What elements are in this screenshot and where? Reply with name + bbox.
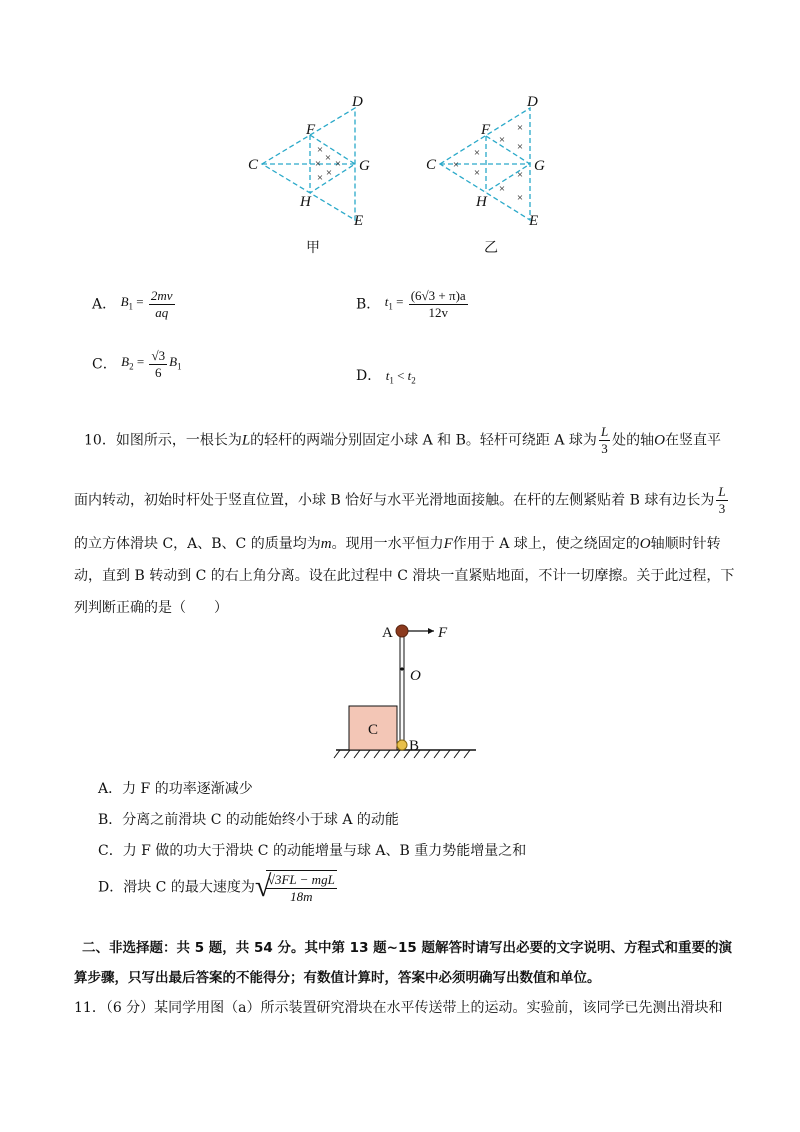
cross-mark: × — [516, 192, 524, 204]
q10-line-5: 列判断正确的是（ ） — [74, 600, 228, 616]
label-d-left: D — [352, 94, 363, 110]
cross-mark: × — [452, 159, 460, 171]
q9-option-a — [92, 288, 177, 321]
q10-option-c: C．力 F 做的功大于滑块 C 的动能增量与球 A、B 重力势能增量之和 — [98, 843, 527, 859]
math-fraction — [266, 870, 337, 905]
q10-line-2 — [74, 484, 730, 517]
label-b: B — [409, 738, 420, 754]
q10-text: 的立方体滑块 C，A、B、C 的质量均为 — [74, 536, 321, 552]
math-less-than: < — [393, 368, 408, 383]
label-d-right: D — [527, 94, 538, 110]
q10-option-b: B．分离之前滑块 C 的动能始终小于球 A 的动能 — [98, 812, 399, 828]
label-c: C — [368, 722, 379, 738]
q10-text: 面内转动，初始时杆处于竖直位置，小球 B 恰好与水平光滑地面接触。在杆的左侧紧贴着 B 球有边长为 — [74, 492, 715, 509]
option-letter: B． — [356, 296, 381, 313]
q9-option-d — [356, 366, 416, 391]
label-h-right: H — [476, 194, 487, 210]
math-symbol: t — [407, 368, 412, 383]
label-o: O — [410, 668, 421, 684]
math-symbol: B — [169, 354, 178, 370]
label-g-right: G — [534, 158, 545, 174]
q10-text: 在竖直平 — [665, 432, 722, 449]
math-equals: = — [133, 294, 147, 310]
ball-a — [396, 625, 408, 637]
math-subscript: 1 — [177, 361, 182, 372]
cross-mark: × — [316, 144, 324, 156]
option-letter: C． — [92, 356, 117, 373]
math-symbol: t — [385, 368, 390, 383]
q10-text: 10．如图所示，一根长为 — [84, 432, 242, 449]
math-subscript: 2 — [129, 361, 134, 372]
math-subscript: 2 — [411, 375, 416, 386]
caption-yi: 乙 — [484, 241, 498, 256]
rod — [400, 634, 404, 746]
label-c-left: C — [248, 157, 259, 173]
cross-mark: × — [325, 167, 333, 179]
cross-mark: × — [516, 169, 524, 181]
label-f: F — [438, 625, 448, 641]
math-subscript: 1 — [389, 375, 394, 386]
figure-rod-block — [330, 618, 490, 766]
fraction-denominator: 18m — [290, 889, 313, 904]
math-symbol-o: O — [654, 432, 666, 449]
ball-b — [397, 740, 407, 750]
q10-option-a: A．力 F 的功率逐渐减少 — [98, 781, 253, 797]
label-a: A — [382, 625, 393, 641]
label-e-left: E — [354, 213, 364, 229]
math-symbol-l: L — [241, 432, 251, 449]
fraction-numerator: L — [718, 484, 726, 499]
q10-text: 处的轴 — [612, 432, 655, 449]
fraction-denominator: 3 — [718, 501, 726, 516]
label-h-left: H — [300, 194, 311, 210]
label-e-right: E — [529, 213, 539, 229]
cross-mark: × — [516, 122, 524, 134]
cross-mark: × — [498, 134, 506, 146]
math-fraction — [149, 288, 175, 321]
math-subscript: 1 — [388, 301, 393, 312]
fraction-numerator: (6√3 + π)a — [410, 288, 466, 303]
math-fraction-l-over-3 — [599, 424, 610, 457]
cross-mark: × — [473, 167, 481, 179]
q10-line-3 — [74, 534, 721, 554]
cross-mark: × — [324, 152, 332, 164]
math-equals: = — [133, 354, 148, 370]
figure-triangles — [240, 92, 570, 260]
math-fraction-l-over-3 — [716, 484, 727, 517]
cross-mark: × — [314, 158, 322, 170]
math-fraction — [149, 348, 167, 381]
math-symbol: B — [120, 294, 129, 310]
math-equals: = — [392, 294, 407, 310]
math-symbol-o: O — [639, 536, 651, 552]
q10-text: 。现用一水平恒力 — [331, 536, 444, 552]
section2-line-1: 二、非选择题：共 5 题，共 54 分。其中第 13 题~15 题解答时请写出必要的文字说明、方程式和重要的演 — [82, 940, 732, 956]
option-letter: D． — [356, 368, 382, 384]
q10-option-d — [98, 870, 339, 905]
fraction-numerator: L — [600, 424, 609, 439]
fraction-denominator: 3 — [601, 441, 608, 456]
q9-option-b — [356, 288, 470, 321]
label-g-left: G — [359, 158, 370, 174]
fraction-denominator: 12v — [428, 305, 448, 320]
q10-text: 的轻杆的两端分别固定小球 A 和 B。轻杆可绕距 A 球为 — [250, 432, 597, 449]
fraction-numerator: √3FL − mgL — [267, 872, 335, 887]
label-f-right: F — [481, 122, 491, 138]
cross-mark: × — [473, 147, 481, 159]
option-letter: A． — [92, 296, 117, 313]
fraction-denominator: aq — [155, 305, 169, 320]
option-text: D．滑块 C 的最大速度为 — [98, 879, 255, 896]
radical-sign: √ — [254, 870, 272, 903]
math-subscript: 1 — [128, 301, 134, 312]
cross-mark: × — [498, 183, 506, 195]
math-symbol: t — [384, 294, 389, 310]
q11-line-1: 11．（6 分）某同学用图（a）所示装置研究滑块在水平传送带上的运动。实验前，该同学已先测出滑块和 — [74, 1000, 723, 1016]
q10-text: 作用于 A 球上，使之绕固定的 — [452, 536, 640, 552]
q10-line-4: 动，直到 B 转动到 C 的右上角分离。设在此过程中 C 滑块一直紧贴地面，不计一切摩擦。关于此过程，下 — [74, 568, 735, 584]
q10-text: 轴顺时针转 — [650, 536, 721, 552]
axis-o — [400, 667, 403, 670]
math-symbol-m: m — [320, 536, 332, 552]
fraction-numerator: 2mv — [150, 288, 173, 303]
cross-mark: × — [516, 141, 524, 153]
q10-line-1 — [84, 424, 721, 457]
math-symbol-f: F — [443, 536, 453, 552]
math-fraction — [409, 288, 468, 321]
math-sqrt — [255, 870, 339, 905]
caption-jia: 甲 — [306, 241, 320, 256]
fraction-numerator: √3 — [151, 348, 166, 363]
math-symbol: B — [121, 354, 130, 370]
cross-mark: × — [334, 158, 342, 170]
fraction-denominator: 6 — [155, 365, 162, 380]
label-c-right: C — [426, 157, 437, 173]
label-f-left: F — [306, 122, 316, 138]
q9-option-c — [92, 348, 182, 381]
section2-line-2: 算步骤，只写出最后答案的不能得分；有数值计算时，答案中必须明确写出数值和单位。 — [74, 970, 601, 986]
cross-mark: × — [316, 172, 324, 184]
